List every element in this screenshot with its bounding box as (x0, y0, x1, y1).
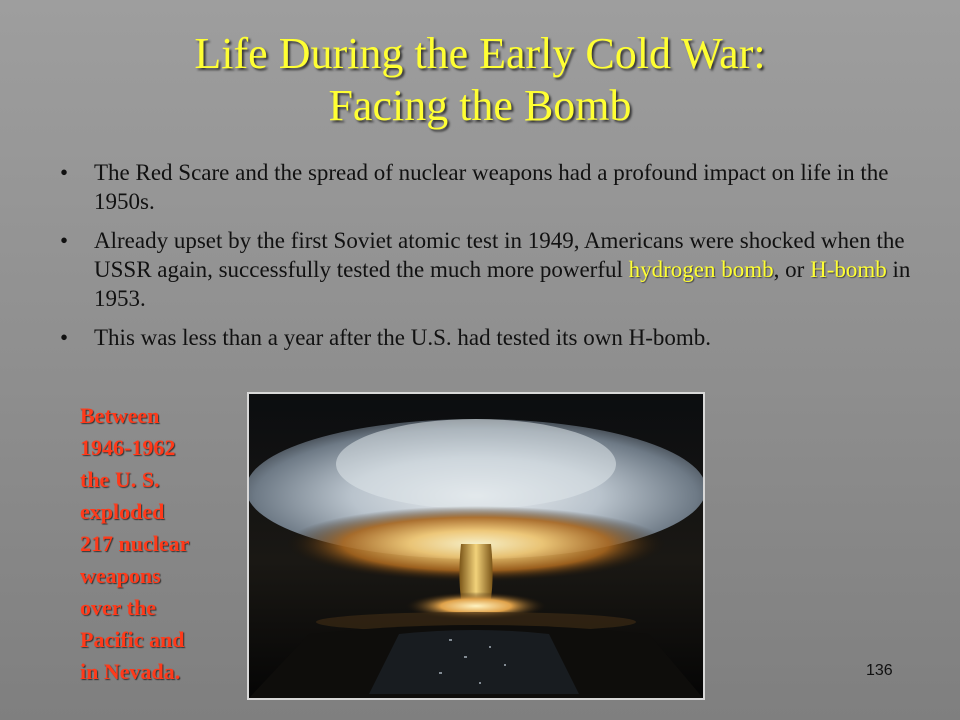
slide-title (0, 28, 960, 132)
bullet-3-text: This was less than a year after the U.S. had tested its own H-bomb. (94, 325, 712, 350)
bullet-2-text-a: Already upset by the first Soviet atomic test in 1949, Americans were shocked when the USSR again, successfully tested the much more powerful (94, 228, 905, 282)
mushroom-cloud-photo (247, 392, 705, 700)
side-note-line: in Nevada. (80, 659, 181, 684)
side-note-line: weapons (80, 563, 161, 588)
bullet-2-text-c: in 1953. (94, 257, 911, 311)
mushroom-cloud-image (249, 394, 703, 698)
side-note-line: 1946-1962 (80, 435, 176, 460)
bullet-2-text-b: , or (773, 257, 811, 282)
highlight-h-bomb: H-bomb (810, 257, 887, 282)
highlight-hydrogen-bomb: hydrogen bomb (628, 257, 774, 282)
bullet-item-2 (60, 226, 920, 313)
side-note-line: Between (80, 403, 160, 428)
slide-title-line-1: Life During the Early Cold War: (194, 29, 766, 78)
side-note (80, 400, 230, 688)
bullet-list (60, 158, 920, 362)
bullet-1-text: The Red Scare and the spread of nuclear weapons had a profound impact on life in the 1950s. (94, 160, 889, 214)
side-note-line: exploded (80, 499, 165, 524)
bullet-item-1 (60, 158, 920, 216)
side-note-line: 217 nuclear (80, 531, 190, 556)
slide-title-line-2: Facing the Bomb (328, 81, 632, 130)
side-note-line: the U. S. (80, 467, 160, 492)
side-note-line: over the (80, 595, 156, 620)
page-number: 136 (866, 662, 893, 679)
bullet-item-3 (60, 323, 920, 352)
side-note-line: Pacific and (80, 627, 185, 652)
